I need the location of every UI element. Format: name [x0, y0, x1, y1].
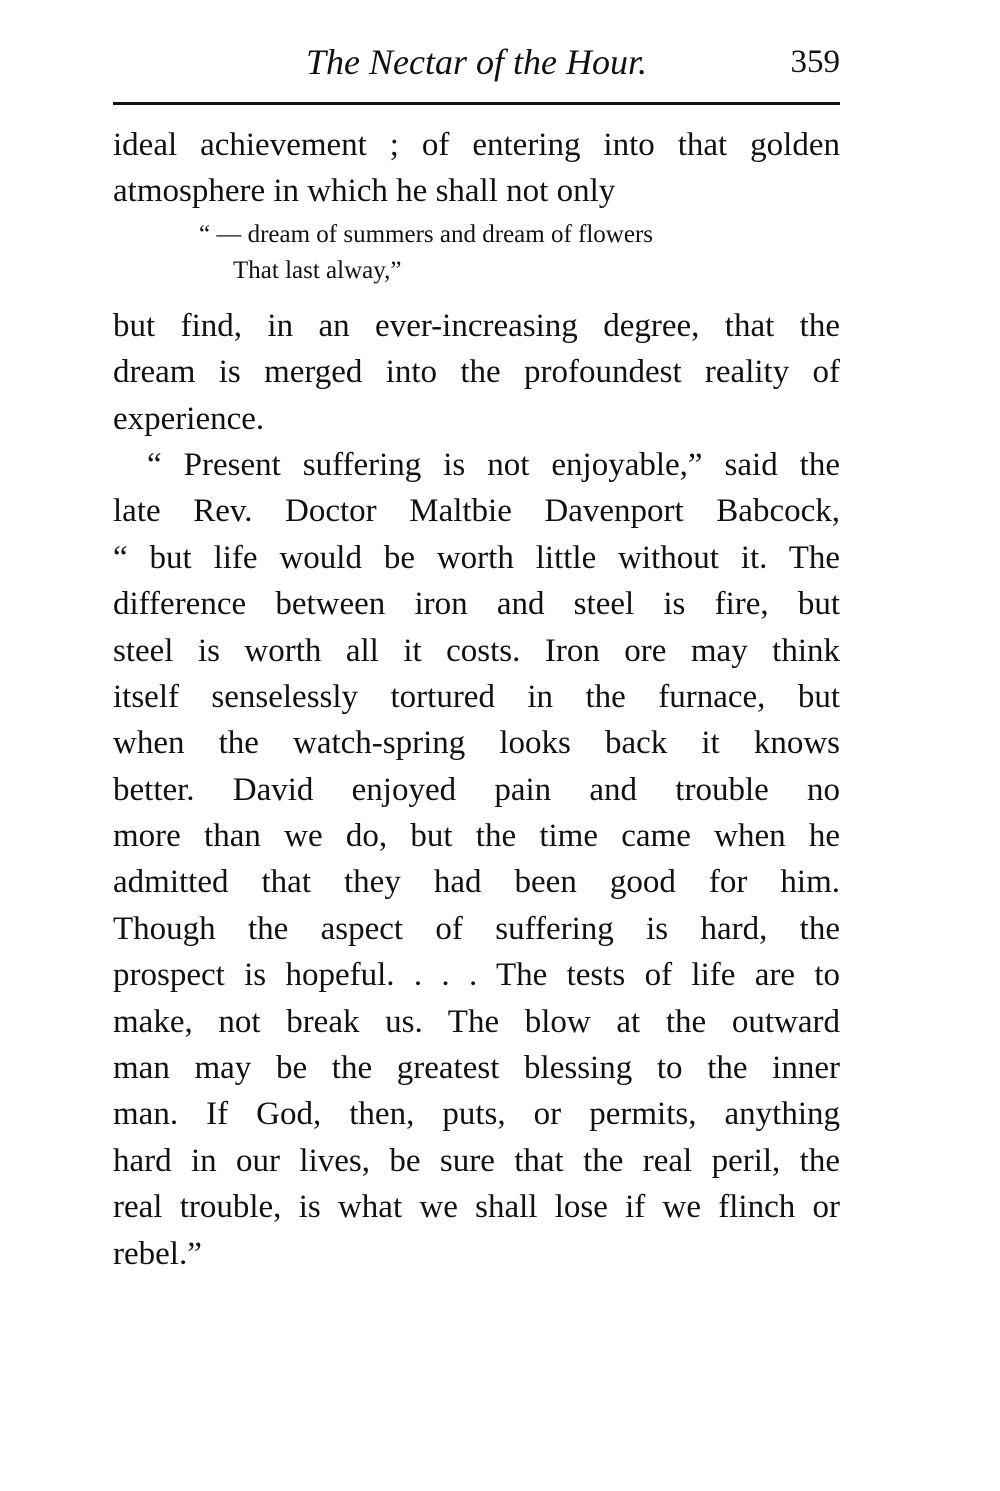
text-line: ideal achievement ; of entering into that golden: [113, 127, 840, 163]
text-line: Though the aspect of suffering is hard, the: [113, 910, 840, 947]
text-line: hard in our lives, be sure that the real peril, the: [113, 1142, 840, 1179]
text-line: late Rev. Doctor Maltbie Davenport Babcock,: [113, 493, 840, 530]
verse-line: That last alway,”: [233, 256, 402, 284]
text-line: man may be the greatest blessing to the inner: [113, 1050, 840, 1087]
text-line: more than we do, but the time came when he: [113, 818, 840, 855]
text-line: itself senselessly tortured in the furnace, but: [113, 678, 840, 715]
paragraph-3: [113, 442, 840, 1277]
header-rule: [113, 102, 840, 105]
text-line: difference between iron and steel is fire, but: [113, 586, 840, 623]
text-line: atmosphere in which he shall not only: [113, 173, 616, 210]
text-line: real trouble, is what we shall lose if we flinch or: [113, 1189, 840, 1226]
text-line: steel is worth all it costs. Iron ore may think: [113, 632, 840, 669]
text-line: make, not break us. The blow at the outward: [113, 1003, 840, 1040]
page-header: [113, 40, 840, 90]
text-line: rebel.”: [113, 1235, 202, 1272]
text-line: prospect is hopeful. . . . The tests of life are to: [113, 957, 840, 994]
text-line: “ Present suffering is not enjoyable,” said the: [147, 446, 840, 483]
text-line: dream is merged into the profoundest reality of: [113, 354, 840, 391]
text-line: man. If God, then, puts, or permits, anything: [113, 1096, 840, 1133]
page-body: [113, 122, 840, 1277]
paragraph-1: [113, 122, 840, 215]
text-line: when the watch-spring looks back it knows: [113, 725, 840, 762]
text-line: “ but life would be worth little without it. The: [113, 539, 840, 576]
text-line: but find, in an ever-increasing degree, that the: [113, 307, 840, 344]
paragraph-2: [113, 303, 840, 442]
verse-line: “ — dream of summers and dream of flowers: [199, 220, 654, 248]
running-title: The Nectar of the Hour.: [306, 42, 647, 82]
text-line: admitted that they had been good for him.: [113, 864, 840, 901]
text-line: experience.: [113, 400, 265, 437]
text-line: better. David enjoyed pain and trouble no: [113, 771, 840, 808]
page-number: 359: [790, 44, 840, 80]
verse-quotation: [113, 217, 840, 289]
